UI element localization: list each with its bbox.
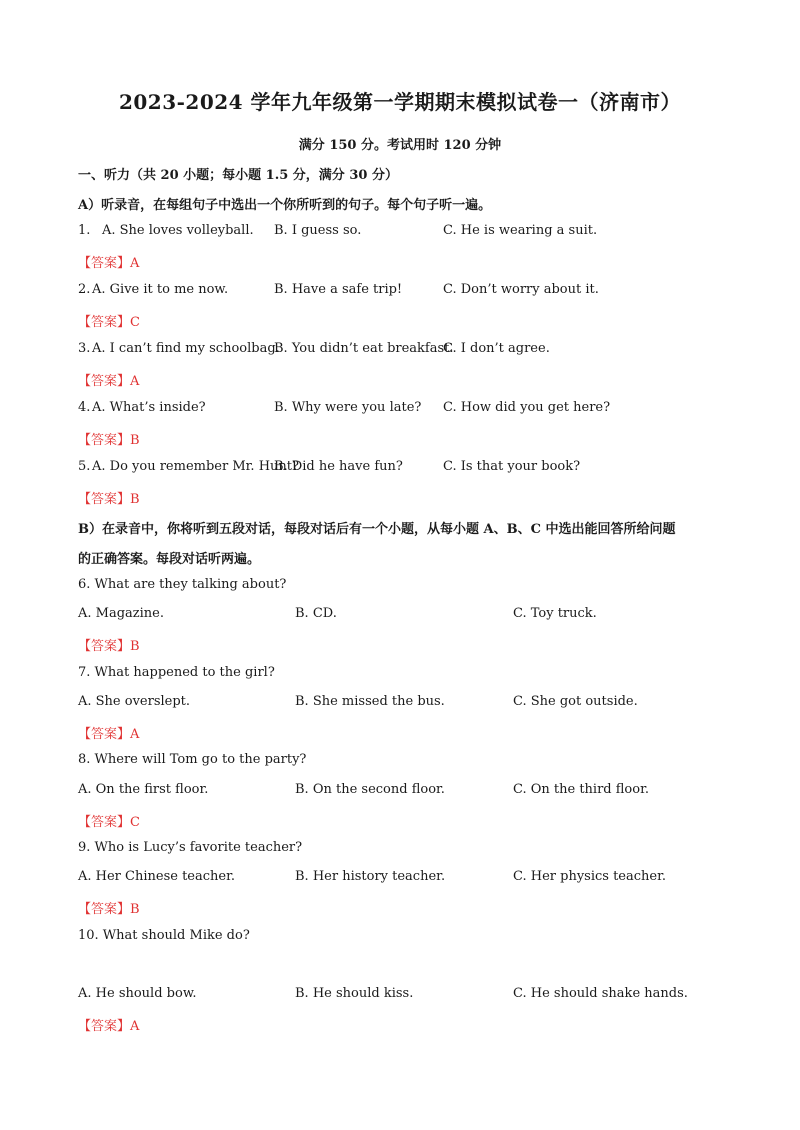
question-text: 9. Who is Lucy’s favorite teacher?	[78, 840, 303, 855]
question-number: 1.	[78, 223, 91, 238]
option-c: C. Toy truck.	[513, 606, 597, 621]
option-b: B. She missed the bus.	[295, 694, 445, 709]
option-c: C. How did you get here?	[443, 400, 611, 415]
question-number: 3.	[78, 341, 91, 356]
question-text: 10. What should Mike do?	[78, 928, 250, 943]
answer: 【答案】B	[78, 902, 140, 917]
option-b: B. Her history teacher.	[295, 869, 446, 884]
option-a: A. Magazine.	[78, 606, 164, 621]
question-number: 5.	[78, 459, 91, 474]
option-b: B. Did he have fun?	[274, 459, 403, 474]
option-a: A. What’s inside?	[92, 400, 206, 415]
option-a: A. She overslept.	[78, 694, 191, 709]
answer: 【答案】A	[78, 256, 140, 271]
option-a: A. She loves volleyball.	[102, 223, 254, 238]
question-text: 6. What are they talking about?	[78, 577, 287, 592]
question-text: 8. Where will Tom go to the party?	[78, 752, 307, 767]
option-a: A. Do you remember Mr. Hunt?	[92, 459, 299, 474]
option-a: A. He should bow.	[78, 986, 197, 1001]
question-number: 2.	[78, 282, 91, 297]
answer: 【答案】A	[78, 727, 140, 742]
option-c: C. He is wearing a suit.	[443, 223, 598, 238]
answer: 【答案】A	[78, 374, 140, 389]
option-b: B. On the second floor.	[295, 782, 445, 797]
option-b: B. You didn’t eat breakfast.	[274, 341, 454, 356]
option-a: A. I can’t find my schoolbag.	[92, 341, 280, 356]
question-number: 4.	[78, 400, 91, 415]
answer: 【答案】B	[78, 433, 140, 448]
part-b-instruction: B）在录音中，你将听到五段对话，每段对话后有一个小题，从每小题 A、B、C 中选出能回答所给问题	[78, 522, 676, 537]
option-b: B. He should kiss.	[295, 986, 414, 1001]
option-a: A. On the first floor.	[78, 782, 209, 797]
answer: 【答案】C	[78, 315, 140, 330]
answer: 【答案】A	[78, 1019, 140, 1034]
option-c: C. Her physics teacher.	[513, 869, 667, 884]
option-c: C. She got outside.	[513, 694, 638, 709]
option-b: B. Why were you late?	[274, 400, 422, 415]
option-a: A. Her Chinese teacher.	[78, 869, 236, 884]
question-text: 7. What happened to the girl?	[78, 665, 275, 680]
page-title: 2023-2024 学年九年级第一学期期末模拟试卷一（济南市）	[118, 90, 682, 114]
option-c: C. Is that your book?	[443, 459, 581, 474]
exam-info: 满分 150 分。考试用时 120 分钟	[298, 138, 502, 153]
option-c: C. I don’t agree.	[443, 341, 550, 356]
option-b: B. CD.	[295, 606, 337, 621]
option-b: B. Have a safe trip!	[274, 282, 403, 297]
option-c: C. Don’t worry about it.	[443, 282, 599, 297]
option-c: C. He should shake hands.	[513, 986, 688, 1001]
part-a-instruction: A）听录音，在每组句子中选出一个你所听到的句子。每个句子听一遍。	[78, 198, 492, 213]
section-heading: 一、听力（共 20 小题；每小题 1.5 分，满分 30 分）	[78, 168, 398, 183]
answer: 【答案】C	[78, 815, 140, 830]
answer: 【答案】B	[78, 492, 140, 507]
part-b-instruction-cont: 的正确答案。每段对话听两遍。	[78, 552, 261, 567]
option-b: B. I guess so.	[274, 223, 362, 238]
option-c: C. On the third floor.	[513, 782, 649, 797]
option-a: A. Give it to me now.	[92, 282, 229, 297]
answer: 【答案】B	[78, 639, 140, 654]
